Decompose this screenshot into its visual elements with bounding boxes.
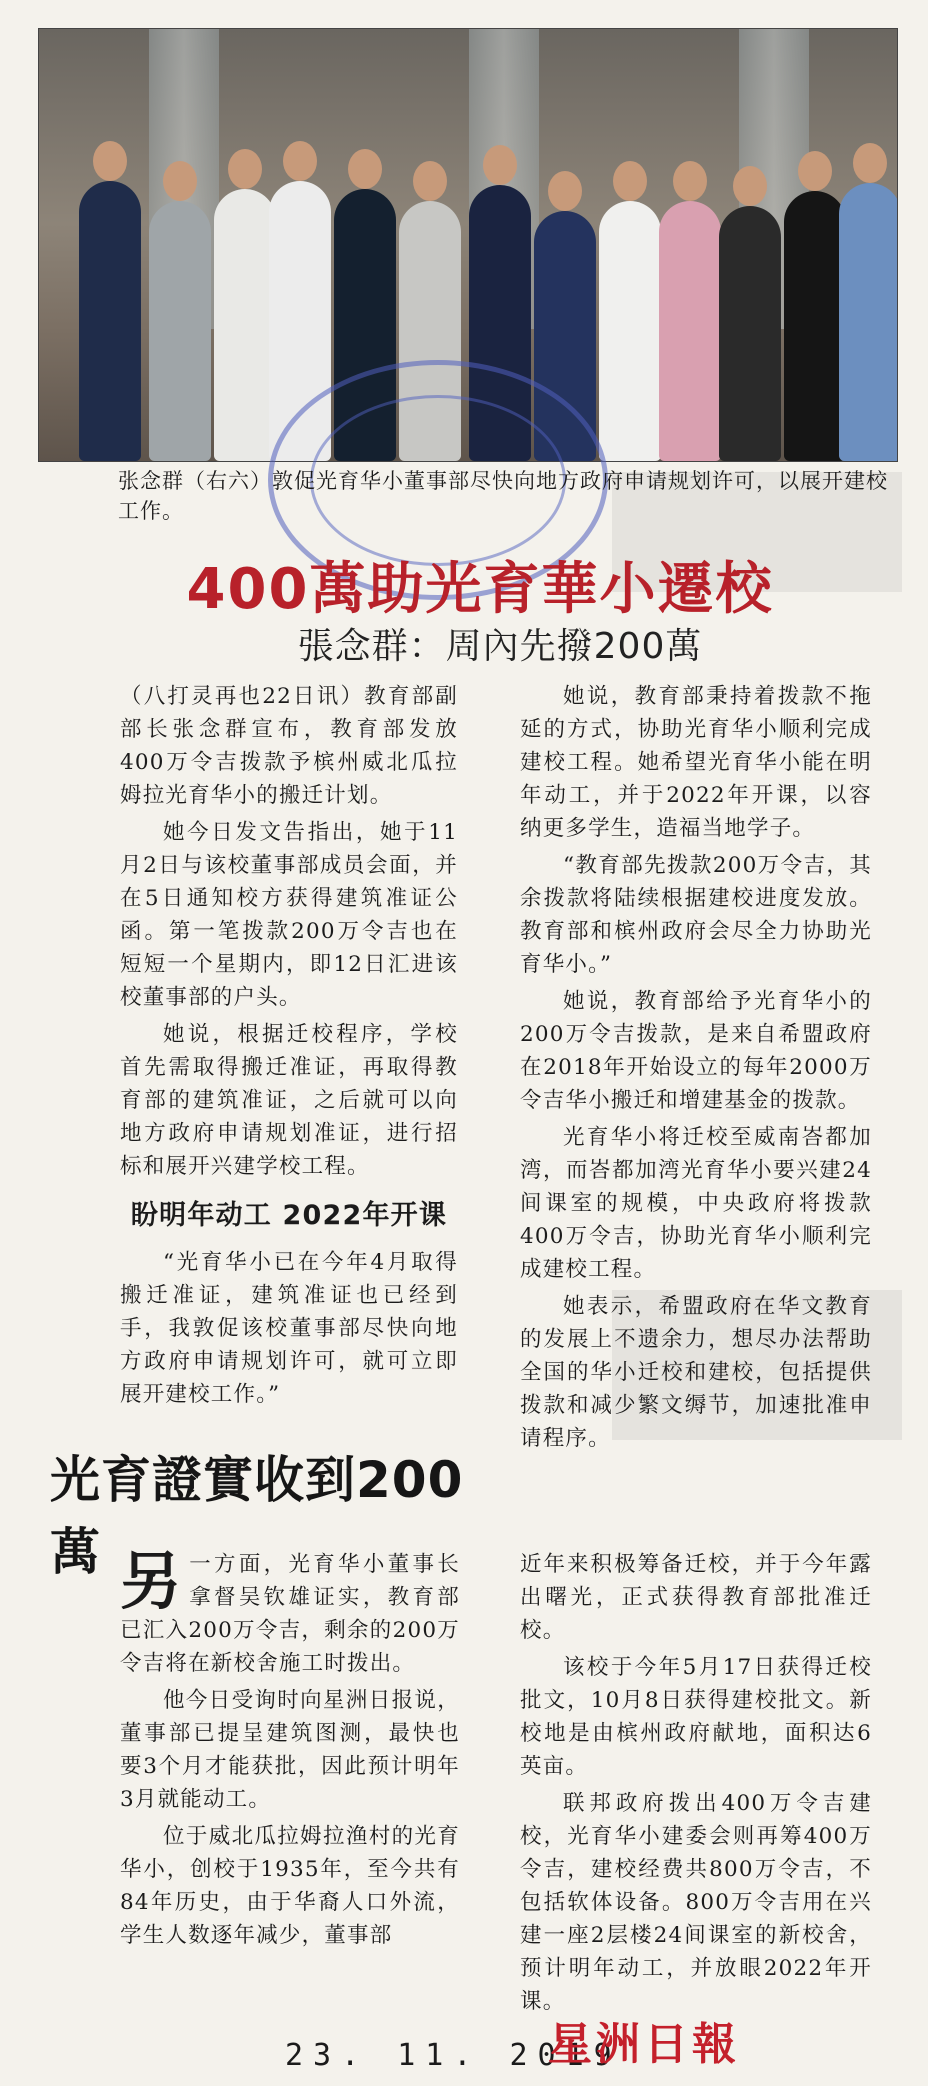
article-paragraph: 她说，根据迁校程序，学校首先需取得搬迁准证，再取得教育部的建筑准证，之后就可以向地方政府申请规划准证，进行招标和展开兴建学校工程。 bbox=[120, 1022, 458, 1179]
article-text: 一方面，光育华小董事长拿督吴钦雄证实，教育部已汇入200万令吉，剩余的200万令吉将在新校舍施工时拨出。 bbox=[120, 1552, 460, 1676]
subheadline: 張念群：周內先撥200萬 bbox=[297, 626, 703, 667]
photo-person-head bbox=[733, 166, 767, 206]
article-paragraph: 该校于今年5月17日获得迁校批文，10月8日获得建校批文。新校地是由槟州政府献地，面积达6英亩。 bbox=[520, 1655, 872, 1779]
photo-person-head bbox=[613, 161, 647, 201]
photo-person-head bbox=[93, 141, 127, 181]
photo-person bbox=[839, 183, 898, 461]
photo-person bbox=[214, 189, 276, 461]
photo-person-head bbox=[163, 161, 197, 201]
photo-person-head bbox=[228, 149, 262, 189]
article-paragraph bbox=[120, 1545, 460, 1680]
article-paragraph: 联邦政府拨出400万令吉建校，光育华小建委会则再筹400万令吉，建校经费共800万令吉，不包括软体设备。800万令吉用在兴建一座2层楼24间课室的新校舍，预计明年动工，并放眼2022年开课。 bbox=[520, 1791, 872, 2014]
article-paragraph: 她说，教育部给予光育华小的200万令吉拨款，是来自希盟政府在2018年开始设立的每年2000万令吉华小搬迁和增建基金的拨款。 bbox=[520, 989, 872, 1113]
photo-person bbox=[784, 191, 846, 461]
photo-person bbox=[719, 206, 781, 461]
photo-caption: 张念群（右六）敦促光育华小董事部尽快向地方政府申请规划许可，以展开建校工作。 bbox=[118, 469, 888, 523]
photo-person-head bbox=[798, 151, 832, 191]
article1-column2 bbox=[520, 680, 872, 1459]
photo-person bbox=[599, 201, 661, 461]
article-paragraph: “教育部先拨款200万令吉，其余拨款将陆续根据建校进度发放。教育部和槟州政府会尽全力协助光育华小。” bbox=[520, 853, 872, 977]
photo-person bbox=[79, 181, 141, 461]
headline-2: 光育證實收到200萬 bbox=[50, 1451, 464, 1581]
photo-person-head bbox=[413, 161, 447, 201]
newspaper-logo: 星洲日報 bbox=[548, 2019, 740, 2070]
photo-person-head bbox=[483, 145, 517, 185]
photo-person-head bbox=[673, 161, 707, 201]
article-paragraph: “光育华小已在今年4月取得搬迁准证，建筑准证也已经到手，我敦促该校董事部尽快向地方政府申请规划许可，就可立即展开建校工作。” bbox=[120, 1250, 458, 1407]
drop-cap: 另 bbox=[120, 1545, 184, 1618]
article-paragraph: 近年来积极筹备迁校，并于今年露出曙光，正式获得教育部批准迁校。 bbox=[520, 1552, 872, 1643]
photo-person bbox=[149, 201, 211, 461]
article-paragraph: 位于威北瓜拉姆拉渔村的光育华小，创校于1935年，至今共有84年历史，由于华裔人口外流，学生人数逐年减少，董事部 bbox=[120, 1824, 460, 1948]
photo-person-head bbox=[853, 143, 887, 183]
article-paragraph: 她今日发文告指出，她于11月2日与该校董事部成员会面，并在5日通知校方获得建筑准证公函。第一笔拨款200万令吉也在短短一个星期内，即12日汇进该校董事部的户头。 bbox=[120, 820, 458, 1010]
headline: 400萬助光育華小遷校 bbox=[186, 557, 774, 622]
photo-person-head bbox=[348, 149, 382, 189]
section-heading: 盼明年动工 2022年开课 bbox=[130, 1200, 448, 1231]
article-paragraph: 她说，教育部秉持着拨款不拖延的方式，协助光育华小顺利完成建校工程。她希望光育华小能在明年动工，并于2022年开课，以容纳更多学生，造福当地学子。 bbox=[520, 684, 872, 841]
article-paragraph: 他今日受询时向星洲日报说，董事部已提呈建筑图测，最快也要3个月才能获批，因此预计明年3月就能动工。 bbox=[120, 1688, 460, 1812]
article-paragraph: 光育华小将迁校至威南峇都加湾，而峇都加湾光育华小要兴建24间课室的规模，中央政府将拨款400万令吉，协助光育华小顺利完成建校工程。 bbox=[520, 1125, 872, 1282]
article1-column1 bbox=[120, 680, 458, 1415]
article2-column1 bbox=[120, 1545, 460, 1956]
article2-column2 bbox=[520, 1548, 872, 2022]
article-paragraph: 她表示，希盟政府在华文教育的发展上不遗余力，想尽办法帮助全国的华小迁校和建校，包括提供拨款和减少繁文缛节，加速批准申请程序。 bbox=[520, 1294, 872, 1451]
photo-person-head bbox=[548, 171, 582, 211]
photo-person bbox=[659, 201, 721, 461]
article-paragraph: （八打灵再也22日讯）教育部副部长张念群宣布，教育部发放400万令吉拨款予槟州威北瓜拉姆拉光育华小的搬迁计划。 bbox=[120, 684, 458, 808]
publication-date: 23. 11. 2019 bbox=[285, 2038, 622, 2073]
photo-person-head bbox=[283, 141, 317, 181]
